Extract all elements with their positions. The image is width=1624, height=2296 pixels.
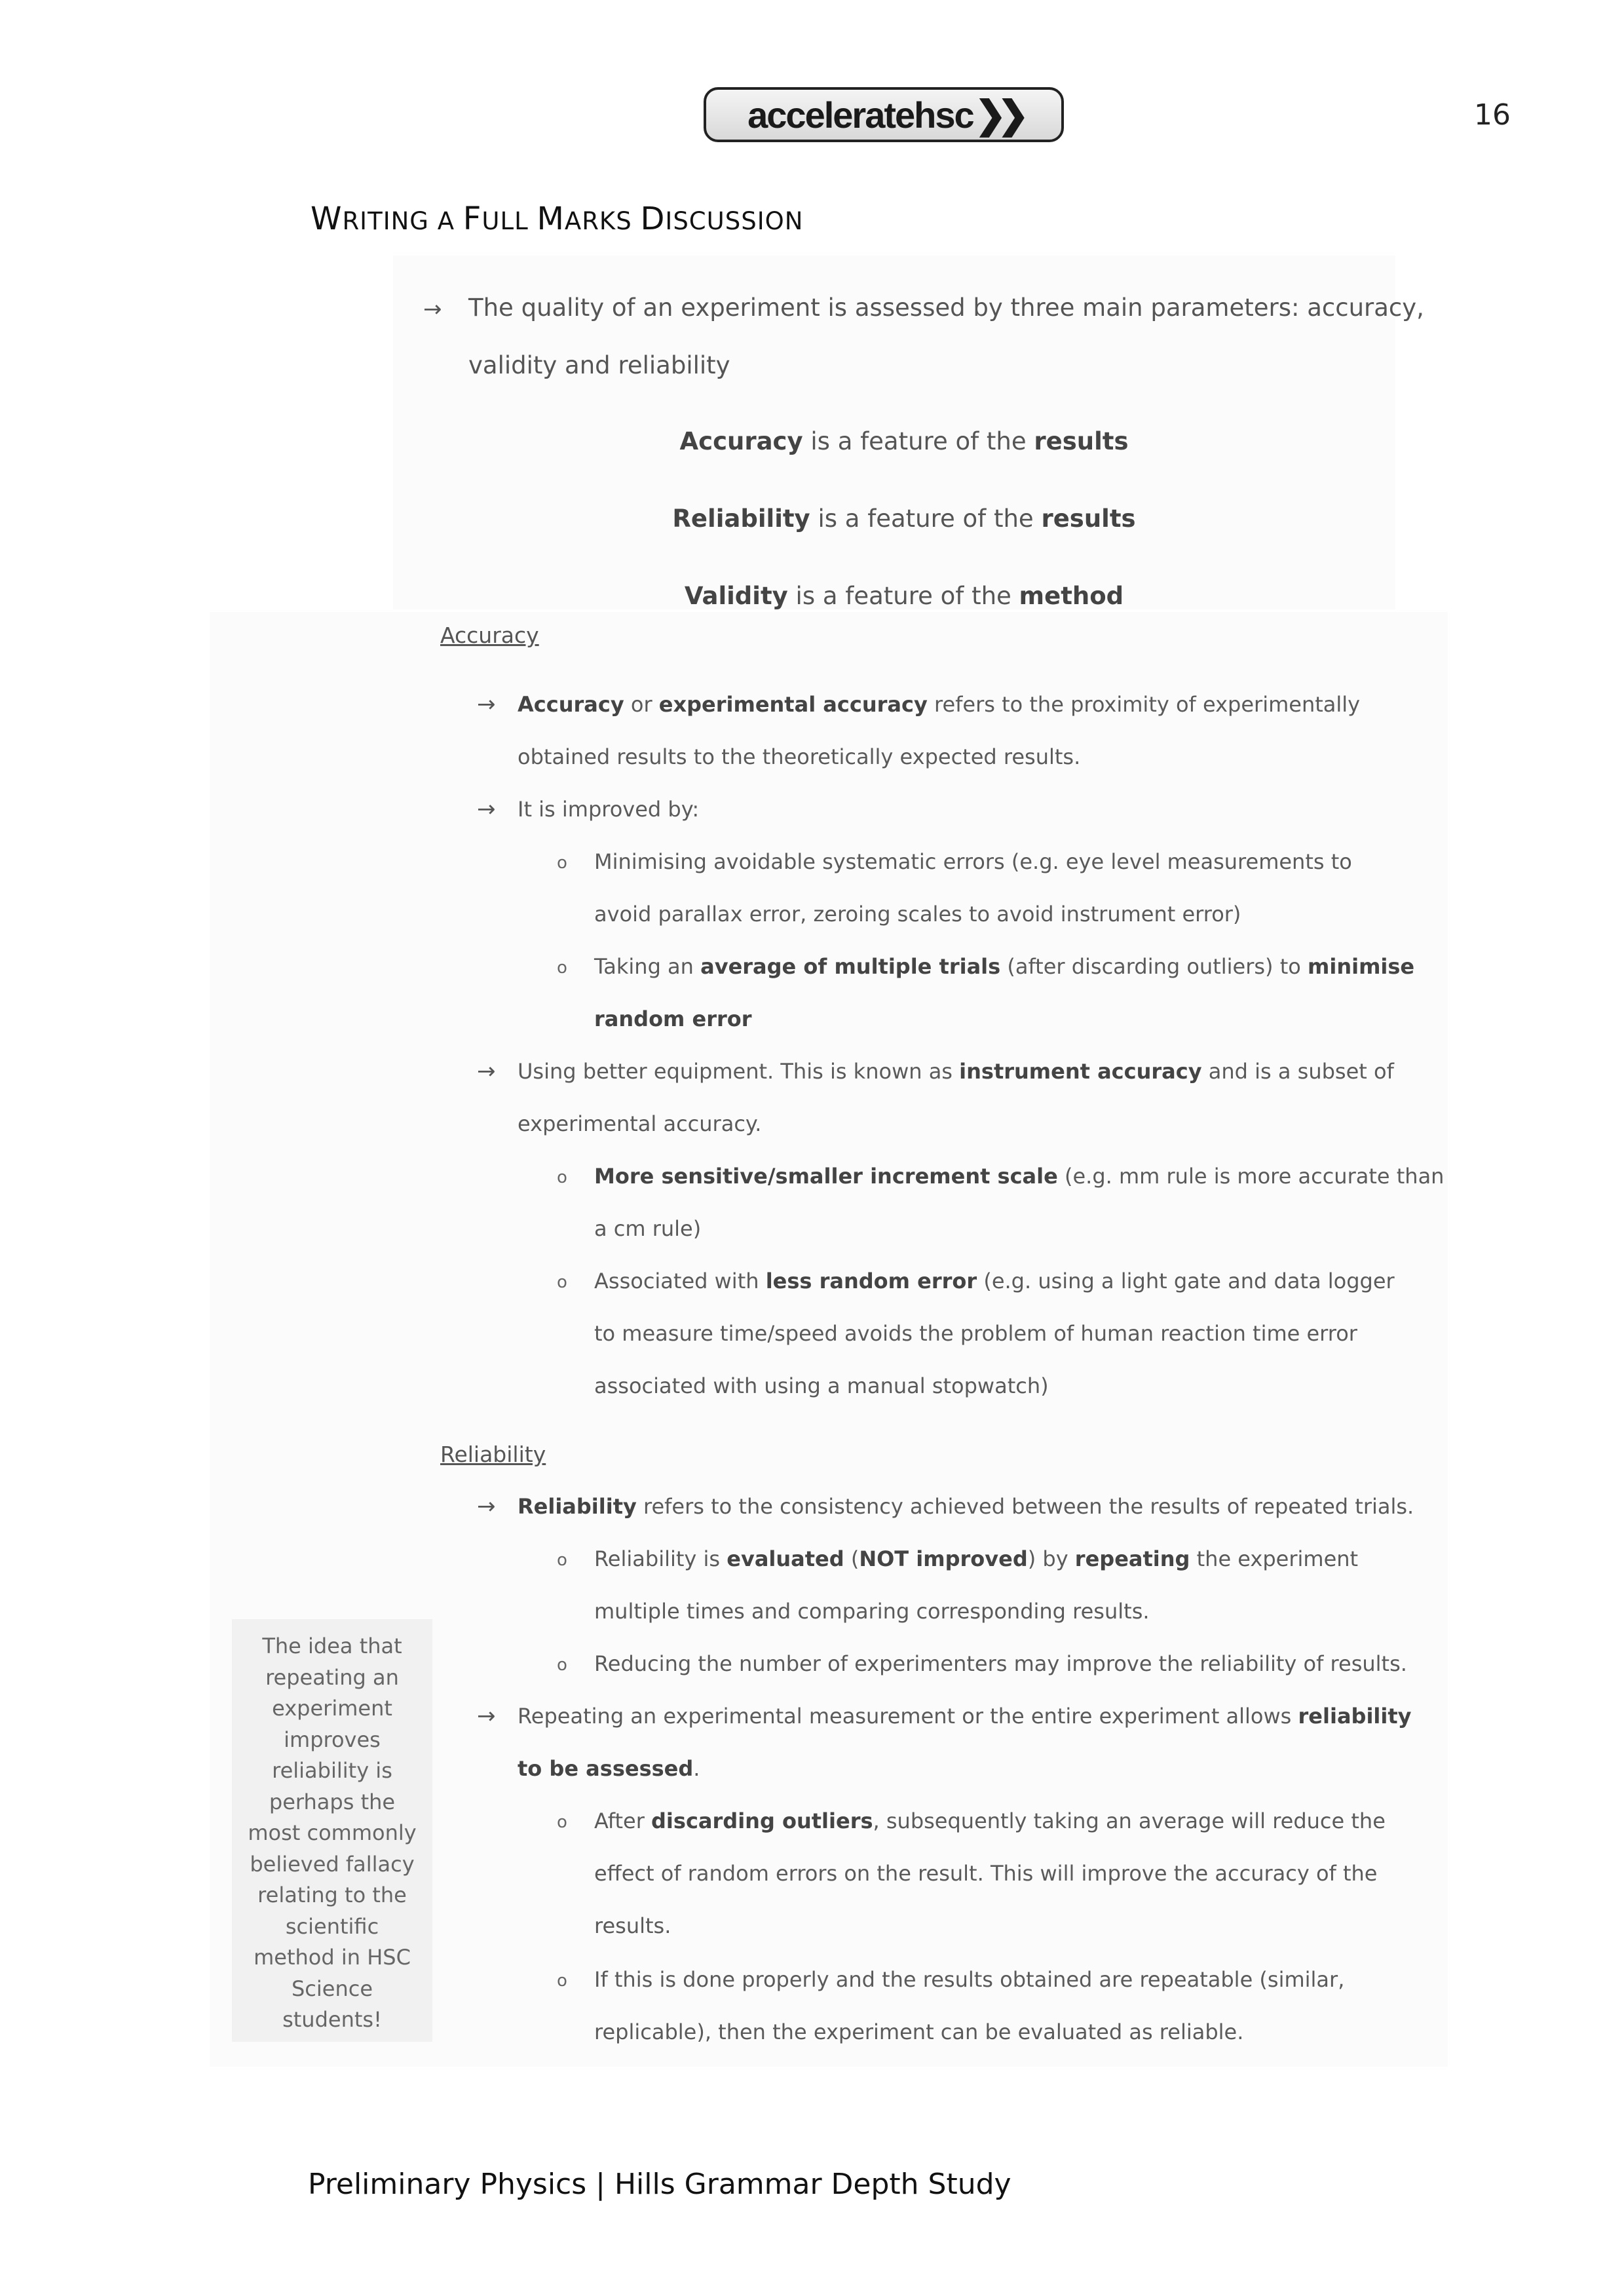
accuracy-sub-2-cont: random error <box>594 1006 752 1031</box>
arrow-icon: → <box>477 691 496 718</box>
reliability-sub-2: Reducing the number of experimenters may improve the reliability of results. <box>594 1651 1407 1676</box>
arrow-icon: → <box>477 796 496 822</box>
statement-reliability: Reliability is a feature of the results <box>672 505 1136 533</box>
accuracy-sub-4-cont: to measure time/speed avoids the problem of human reaction time error <box>594 1321 1357 1346</box>
reliability-sub-1-cont: multiple times and comparing corresponding results. <box>594 1599 1150 1624</box>
bullet-icon: o <box>557 1168 567 1187</box>
arrow-icon: → <box>477 1493 496 1520</box>
page-number: 16 <box>1474 98 1511 132</box>
double-chevron-icon: ❯❯ <box>974 94 1020 136</box>
intro-line-2: validity and reliability <box>468 351 730 379</box>
statement-validity: Validity is a feature of the method <box>684 582 1124 610</box>
accuracy-point-1: Accuracy or experimental accuracy refers to the proximity of experimentally <box>518 692 1361 717</box>
bullet-icon: o <box>557 1550 567 1570</box>
logo-text: acceleratehsc <box>747 94 973 136</box>
accuracy-sub-3: More sensitive/smaller increment scale (e.g. mm rule is more accurate than <box>594 1164 1445 1189</box>
brand-logo <box>704 87 1064 142</box>
reliability-sub-1: Reliability is evaluated (NOT improved) by repeating the experiment <box>594 1546 1359 1571</box>
bullet-icon: o <box>557 1272 567 1292</box>
accuracy-sub-2: Taking an average of multiple trials (after discarding outliers) to minimise <box>594 954 1415 979</box>
bullet-icon: o <box>557 1812 567 1832</box>
reliability-point-2: Repeating an experimental measurement or the entire experiment allows reliability <box>518 1704 1412 1729</box>
accuracy-heading: Accuracy <box>440 622 539 648</box>
bullet-icon: o <box>557 1971 567 1991</box>
bullet-icon: o <box>557 853 567 873</box>
arrow-icon: → <box>423 296 442 322</box>
bullet-icon: o <box>557 1655 567 1675</box>
accuracy-point-1-cont: obtained results to the theoretically expected results. <box>518 744 1081 769</box>
reliability-sub-4: If this is done properly and the results obtained are repeatable (similar, <box>594 1967 1345 1992</box>
accuracy-sub-1: Minimising avoidable systematic errors (e.g. eye level measurements to <box>594 849 1352 874</box>
intro-line-1: The quality of an experiment is assessed by three main parameters: accuracy, <box>468 294 1424 322</box>
accuracy-sub-1-cont: avoid parallax error, zeroing scales to avoid instrument error) <box>594 902 1241 927</box>
reliability-heading: Reliability <box>440 1442 546 1467</box>
accuracy-point-2: It is improved by: <box>518 797 700 822</box>
side-note: The idea that repeating an experiment improves reliability is perhaps the most commonly believed fallacy relating to the scientific method in HSC Science students! <box>232 1619 432 2042</box>
reliability-point-2-cont: to be assessed. <box>518 1756 700 1781</box>
reliability-sub-3-cont: effect of random errors on the result. This will improve the accuracy of the <box>594 1861 1378 1886</box>
accuracy-sub-4: Associated with less random error (e.g. using a light gate and data logger <box>594 1269 1395 1293</box>
reliability-point-1: Reliability refers to the consistency achieved between the results of repeated trials. <box>518 1494 1414 1519</box>
arrow-icon: → <box>477 1703 496 1729</box>
reliability-sub-3-cont2: results. <box>594 1913 671 1938</box>
reliability-sub-3: After discarding outliers, subsequently taking an average will reduce the <box>594 1808 1386 1833</box>
accuracy-point-3: Using better equipment. This is known as instrument accuracy and is a subset of <box>518 1059 1394 1084</box>
page-footer: Preliminary Physics | Hills Grammar Depth Study <box>308 2168 1011 2201</box>
accuracy-point-3-cont: experimental accuracy. <box>518 1111 762 1136</box>
bullet-icon: o <box>557 958 567 978</box>
statement-accuracy: Accuracy is a feature of the results <box>679 427 1129 455</box>
arrow-icon: → <box>477 1058 496 1084</box>
section-title: WRITING A FULL MARKS DISCUSSION <box>311 201 804 237</box>
accuracy-sub-3-cont: a cm rule) <box>594 1216 702 1241</box>
accuracy-sub-4-cont2: associated with using a manual stopwatch) <box>594 1373 1049 1398</box>
reliability-sub-4-cont: replicable), then the experiment can be evaluated as reliable. <box>594 2019 1244 2044</box>
